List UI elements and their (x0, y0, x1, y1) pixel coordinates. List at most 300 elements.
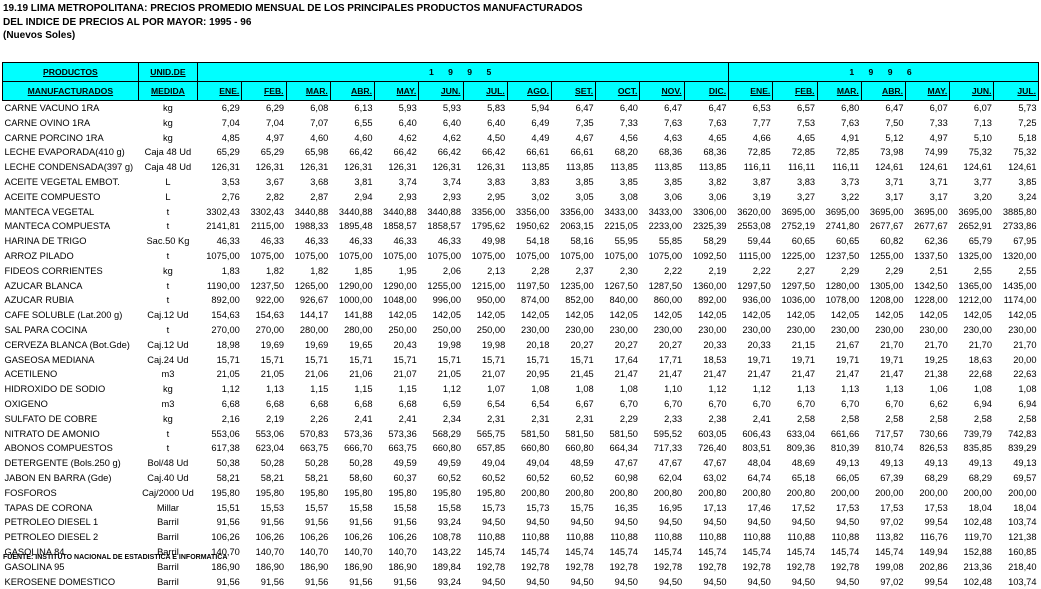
price-cell: 17,53 (906, 501, 950, 516)
price-cell: 192,78 (551, 560, 595, 575)
price-cell: 230,00 (596, 323, 640, 338)
price-cell: 553,06 (198, 427, 242, 442)
price-cell: 3,08 (596, 190, 640, 205)
price-cell: 6,67 (551, 397, 595, 412)
table-row (3, 338, 1039, 353)
price-cell: 46,33 (375, 234, 419, 249)
price-cell: 75,32 (950, 145, 994, 160)
price-cell: 6,70 (817, 397, 861, 412)
price-cell: 47,67 (640, 456, 684, 471)
price-cell: 2677,67 (861, 219, 905, 234)
price-cell: 1337,50 (906, 249, 950, 264)
price-cell: 3,85 (596, 175, 640, 190)
price-cell: 1287,50 (640, 279, 684, 294)
price-cell: 3,68 (286, 175, 330, 190)
price-cell: 250,00 (419, 323, 463, 338)
price-cell: 142,05 (994, 308, 1039, 323)
price-cell: 60,52 (463, 471, 507, 486)
unit-of-measure: Barril (138, 575, 197, 589)
price-cell: 3440,88 (375, 205, 419, 220)
price-cell: 280,00 (330, 323, 374, 338)
price-cell: 142,05 (419, 308, 463, 323)
price-cell: 2,55 (994, 264, 1039, 279)
price-cell: 126,31 (242, 160, 286, 175)
header-month-1995: DIC. (684, 82, 728, 101)
header-month-1995: FEB. (242, 82, 286, 101)
price-cell: 21,05 (419, 367, 463, 382)
price-cell: 121,38 (994, 530, 1039, 545)
unit-of-measure: Sac.50 Kg (138, 234, 197, 249)
price-cell: 606,43 (729, 427, 773, 442)
unit-of-measure: t (138, 427, 197, 442)
price-cell: 810,74 (861, 441, 905, 456)
price-cell: 1,08 (551, 382, 595, 397)
table-row (3, 427, 1039, 442)
price-cell: 3,74 (419, 175, 463, 190)
price-cell: 7,50 (861, 116, 905, 131)
price-cell: 717,57 (861, 427, 905, 442)
price-cell: 4,65 (773, 131, 817, 146)
price-cell: 230,00 (817, 323, 861, 338)
price-cell: 94,50 (507, 575, 551, 589)
table-row (3, 249, 1039, 264)
price-cell: 47,67 (596, 456, 640, 471)
price-cell: 94,50 (817, 575, 861, 589)
unit-of-measure: Millar (138, 501, 197, 516)
product-name: CARNE VACUNO 1RA (3, 101, 139, 116)
price-cell: 15,73 (463, 501, 507, 516)
price-cell: 3695,00 (817, 205, 861, 220)
price-cell: 1,12 (684, 382, 728, 397)
price-cell: 142,05 (640, 308, 684, 323)
table-row (3, 397, 1039, 412)
price-cell: 94,50 (596, 515, 640, 530)
price-cell: 3,83 (773, 175, 817, 190)
price-cell: 573,36 (330, 427, 374, 442)
price-cell: 21,06 (330, 367, 374, 382)
price-cell: 3,27 (773, 190, 817, 205)
price-cell: 110,88 (773, 530, 817, 545)
table-row (3, 486, 1039, 501)
price-cell: 230,00 (861, 323, 905, 338)
price-cell: 568,29 (419, 427, 463, 442)
price-cell: 142,05 (817, 308, 861, 323)
price-cell: 2,93 (419, 190, 463, 205)
price-cell: 2,58 (950, 412, 994, 427)
table-row (3, 279, 1039, 294)
price-cell: 7,33 (596, 116, 640, 131)
unit-of-measure: Barril (138, 515, 197, 530)
price-cell: 91,56 (375, 575, 419, 589)
source-note: FUENTE: INSTITUTO NACIONAL DE ESTADISTICA E INFORMATICA (3, 554, 227, 561)
price-cell: 3,82 (684, 175, 728, 190)
price-cell: 2,58 (906, 412, 950, 427)
price-cell: 60,82 (861, 234, 905, 249)
product-name: FOSFOROS (3, 486, 139, 501)
price-cell: 3,19 (729, 190, 773, 205)
price-cell: 195,80 (375, 486, 419, 501)
price-cell: 6,94 (950, 397, 994, 412)
price-cell: 1048,00 (375, 293, 419, 308)
price-cell: 2,93 (375, 190, 419, 205)
price-cell: 116,76 (906, 530, 950, 545)
price-cell: 1075,00 (640, 249, 684, 264)
price-cell: 15,71 (419, 353, 463, 368)
price-cell: 141,88 (330, 308, 374, 323)
price-cell: 657,85 (463, 441, 507, 456)
price-cell: 15,58 (375, 501, 419, 516)
price-cell: 200,80 (507, 486, 551, 501)
price-cell: 126,31 (198, 160, 242, 175)
price-cell: 2,29 (817, 264, 861, 279)
price-cell: 15,71 (507, 353, 551, 368)
header-month-1995: AGO. (507, 82, 551, 101)
price-cell: 5,10 (950, 131, 994, 146)
price-cell: 16,35 (596, 501, 640, 516)
price-cell: 2115,00 (242, 219, 286, 234)
price-cell: 230,00 (729, 323, 773, 338)
header-month-1996: ENE. (729, 82, 773, 101)
product-name: CARNE OVINO 1RA (3, 116, 139, 131)
price-cell: 936,00 (729, 293, 773, 308)
price-cell: 617,38 (198, 441, 242, 456)
price-cell: 66,05 (817, 471, 861, 486)
price-cell: 140,70 (242, 545, 286, 560)
price-cell: 186,90 (286, 560, 330, 575)
price-cell: 809,36 (773, 441, 817, 456)
price-cell: 2,55 (950, 264, 994, 279)
price-cell: 110,88 (640, 530, 684, 545)
price-cell: 94,50 (684, 575, 728, 589)
table-row (3, 145, 1039, 160)
price-cell: 3695,00 (906, 205, 950, 220)
price-cell: 145,74 (729, 545, 773, 560)
price-cell: 186,90 (198, 560, 242, 575)
price-cell: 140,70 (330, 545, 374, 560)
price-cell: 19,69 (242, 338, 286, 353)
price-cell: 18,63 (950, 353, 994, 368)
table-row (3, 575, 1039, 589)
price-cell: 124,61 (906, 160, 950, 175)
price-cell: 110,88 (507, 530, 551, 545)
price-cell: 200,80 (729, 486, 773, 501)
unit-of-measure: m3 (138, 397, 197, 412)
price-cell: 91,56 (375, 515, 419, 530)
price-cell: 1290,00 (375, 279, 419, 294)
product-name: PETROLEO DIESEL 2 (3, 530, 139, 545)
price-cell: 113,85 (640, 160, 684, 175)
price-cell: 58,21 (286, 471, 330, 486)
price-cell: 250,00 (375, 323, 419, 338)
price-cell: 1075,00 (463, 249, 507, 264)
price-cell: 603,05 (684, 427, 728, 442)
price-cell: 19,25 (906, 353, 950, 368)
price-cell: 3,17 (906, 190, 950, 205)
price-cell: 7,35 (551, 116, 595, 131)
price-cell: 6,70 (684, 397, 728, 412)
price-cell: 110,88 (596, 530, 640, 545)
unit-of-measure: Caja 48 Ud (138, 160, 197, 175)
price-cell: 1950,62 (507, 219, 551, 234)
price-cell: 192,78 (729, 560, 773, 575)
price-cell: 2,29 (596, 412, 640, 427)
price-cell: 58,21 (242, 471, 286, 486)
unit-of-measure: t (138, 293, 197, 308)
table-row (3, 456, 1039, 471)
price-cell: 2,16 (198, 412, 242, 427)
price-cell: 142,05 (861, 308, 905, 323)
price-cell: 97,02 (861, 575, 905, 589)
price-cell: 1858,57 (375, 219, 419, 234)
price-cell: 6,53 (729, 101, 773, 116)
price-cell: 16,95 (640, 501, 684, 516)
price-cell: 2,06 (419, 264, 463, 279)
price-cell: 60,98 (596, 471, 640, 486)
price-cell: 5,18 (994, 131, 1039, 146)
product-name: CERVEZA BLANCA (Bot.Gde) (3, 338, 139, 353)
price-cell: 2,27 (773, 264, 817, 279)
price-cell: 149,94 (906, 545, 950, 560)
price-cell: 54,18 (507, 234, 551, 249)
price-cell: 72,85 (817, 145, 861, 160)
header-month-1996: MAY. (906, 82, 950, 101)
price-cell: 2,31 (551, 412, 595, 427)
unit-of-measure: Caj/2000 Ud (138, 486, 197, 501)
price-cell: 1,06 (906, 382, 950, 397)
price-cell: 65,79 (950, 234, 994, 249)
price-cell: 663,75 (375, 441, 419, 456)
price-cell: 3,83 (507, 175, 551, 190)
price-cell: 15,51 (198, 501, 242, 516)
price-cell: 69,57 (994, 471, 1039, 486)
price-cell: 1212,00 (950, 293, 994, 308)
price-cell: 94,50 (463, 515, 507, 530)
price-cell: 142,05 (906, 308, 950, 323)
price-cell: 106,26 (198, 530, 242, 545)
price-cell: 21,15 (773, 338, 817, 353)
price-cell: 218,40 (994, 560, 1039, 575)
price-cell: 126,31 (463, 160, 507, 175)
price-cell: 1,13 (773, 382, 817, 397)
price-cell: 3,67 (242, 175, 286, 190)
price-cell: 810,39 (817, 441, 861, 456)
price-cell: 2677,67 (906, 219, 950, 234)
price-cell: 15,71 (330, 353, 374, 368)
price-cell: 110,88 (684, 530, 728, 545)
price-cell: 186,90 (242, 560, 286, 575)
price-cell: 2733,86 (994, 219, 1039, 234)
price-cell: 1290,00 (330, 279, 374, 294)
price-cell: 1078,00 (817, 293, 861, 308)
price-cell: 65,98 (286, 145, 330, 160)
price-cell: 6,59 (419, 397, 463, 412)
unit-of-measure: Caj.40 Ud (138, 471, 197, 486)
price-cell: 20,27 (596, 338, 640, 353)
price-cell: 826,53 (906, 441, 950, 456)
price-cell: 6,57 (773, 101, 817, 116)
price-cell: 195,80 (419, 486, 463, 501)
header-month-1996: JUL. (994, 82, 1039, 101)
price-cell: 60,37 (375, 471, 419, 486)
price-cell: 840,00 (596, 293, 640, 308)
price-cell: 142,05 (551, 308, 595, 323)
price-cell: 110,88 (463, 530, 507, 545)
price-cell: 21,47 (861, 367, 905, 382)
price-cell: 21,70 (994, 338, 1039, 353)
price-cell: 58,60 (330, 471, 374, 486)
price-cell: 5,12 (861, 131, 905, 146)
price-cell: 68,36 (684, 145, 728, 160)
price-cell: 2233,00 (640, 219, 684, 234)
price-cell: 3440,88 (419, 205, 463, 220)
price-cell: 6,70 (596, 397, 640, 412)
header-month-1995: MAR. (286, 82, 330, 101)
price-cell: 21,47 (729, 367, 773, 382)
price-cell: 200,00 (906, 486, 950, 501)
price-cell: 2063,15 (551, 219, 595, 234)
price-cell: 15,75 (551, 501, 595, 516)
table-row (3, 501, 1039, 516)
price-cell: 3,53 (198, 175, 242, 190)
price-cell: 94,50 (817, 515, 861, 530)
price-cell: 660,80 (551, 441, 595, 456)
price-cell: 199,08 (861, 560, 905, 575)
price-cell: 213,36 (950, 560, 994, 575)
price-cell: 3695,00 (773, 205, 817, 220)
product-name: LECHE EVAPORADA(410 g) (3, 145, 139, 160)
table-row (3, 219, 1039, 234)
price-cell: 20,18 (507, 338, 551, 353)
header-month-1996: JUN. (950, 82, 994, 101)
price-cell: 250,00 (463, 323, 507, 338)
price-cell: 20,27 (640, 338, 684, 353)
price-cell: 200,80 (684, 486, 728, 501)
price-cell: 65,29 (242, 145, 286, 160)
price-cell: 1,82 (242, 264, 286, 279)
product-name: MANTECA VEGETAL (3, 205, 139, 220)
price-cell: 661,66 (817, 427, 861, 442)
price-cell: 2553,08 (729, 219, 773, 234)
price-cell: 726,40 (684, 441, 728, 456)
price-cell: 1,85 (330, 264, 374, 279)
price-cell: 1988,33 (286, 219, 330, 234)
price-cell: 113,85 (596, 160, 640, 175)
price-cell: 97,02 (861, 515, 905, 530)
price-cell: 113,82 (861, 530, 905, 545)
price-cell: 21,70 (950, 338, 994, 353)
price-cell: 142,05 (684, 308, 728, 323)
price-cell: 192,78 (596, 560, 640, 575)
price-cell: 160,85 (994, 545, 1039, 560)
price-cell: 2,82 (242, 190, 286, 205)
price-cell: 5,83 (463, 101, 507, 116)
price-cell: 660,80 (507, 441, 551, 456)
price-cell: 145,74 (773, 545, 817, 560)
price-cell: 1320,00 (994, 249, 1039, 264)
price-cell: 60,52 (419, 471, 463, 486)
product-name: NITRATO DE AMONIO (3, 427, 139, 442)
price-cell: 195,80 (463, 486, 507, 501)
product-name: CARNE PORCINO 1RA (3, 131, 139, 146)
unit-of-measure: t (138, 205, 197, 220)
price-cell: 3356,00 (507, 205, 551, 220)
price-cell: 19,69 (286, 338, 330, 353)
price-cell: 5,93 (419, 101, 463, 116)
product-name: SAL PARA COCINA (3, 323, 139, 338)
price-cell: 15,71 (286, 353, 330, 368)
price-cell: 3885,80 (994, 205, 1039, 220)
price-cell: 1,12 (419, 382, 463, 397)
price-cell: 195,80 (242, 486, 286, 501)
price-cell: 110,88 (817, 530, 861, 545)
price-cell: 1228,00 (906, 293, 950, 308)
product-name: FIDEOS CORRIENTES (3, 264, 139, 279)
price-cell: 4,67 (551, 131, 595, 146)
table-row (3, 560, 1039, 575)
price-cell: 94,50 (773, 575, 817, 589)
price-cell: 2,41 (729, 412, 773, 427)
product-name: SULFATO DE COBRE (3, 412, 139, 427)
price-cell: 6,13 (330, 101, 374, 116)
price-cell: 660,80 (419, 441, 463, 456)
price-cell: 7,33 (906, 116, 950, 131)
price-cell: 186,90 (330, 560, 374, 575)
price-cell: 60,65 (773, 234, 817, 249)
price-cell: 15,53 (242, 501, 286, 516)
product-name: AZUCAR RUBIA (3, 293, 139, 308)
price-cell: 4,97 (242, 131, 286, 146)
price-cell: 189,84 (419, 560, 463, 575)
price-cell: 94,50 (551, 515, 595, 530)
price-cell: 55,85 (640, 234, 684, 249)
price-cell: 94,50 (640, 575, 684, 589)
price-cell: 142,05 (596, 308, 640, 323)
unit-of-measure: t (138, 249, 197, 264)
price-cell: 15,71 (375, 353, 419, 368)
price-cell: 19,71 (729, 353, 773, 368)
price-cell: 68,20 (596, 145, 640, 160)
price-cell: 49,13 (861, 456, 905, 471)
price-cell: 7,63 (684, 116, 728, 131)
price-cell: 5,93 (375, 101, 419, 116)
price-cell: 200,80 (551, 486, 595, 501)
price-cell: 21,47 (596, 367, 640, 382)
price-cell: 892,00 (198, 293, 242, 308)
header-month-1996: FEB. (773, 82, 817, 101)
price-cell: 3,24 (994, 190, 1039, 205)
price-cell: 270,00 (198, 323, 242, 338)
price-cell: 200,00 (994, 486, 1039, 501)
header-month-1995: NOV. (640, 82, 684, 101)
price-cell: 93,24 (419, 515, 463, 530)
price-cell: 4,65 (684, 131, 728, 146)
price-cell: 17,52 (773, 501, 817, 516)
price-cell: 72,85 (729, 145, 773, 160)
price-cell: 742,83 (994, 427, 1039, 442)
price-cell: 17,64 (596, 353, 640, 368)
price-cell: 1,15 (375, 382, 419, 397)
price-cell: 3,22 (817, 190, 861, 205)
price-cell: 49,13 (950, 456, 994, 471)
price-cell: 2,31 (463, 412, 507, 427)
price-cell: 49,13 (906, 456, 950, 471)
price-cell: 3,02 (507, 190, 551, 205)
price-cell: 91,56 (330, 575, 374, 589)
price-cell: 4,62 (419, 131, 463, 146)
price-cell: 581,50 (551, 427, 595, 442)
price-cell: 2,26 (286, 412, 330, 427)
price-cell: 553,06 (242, 427, 286, 442)
